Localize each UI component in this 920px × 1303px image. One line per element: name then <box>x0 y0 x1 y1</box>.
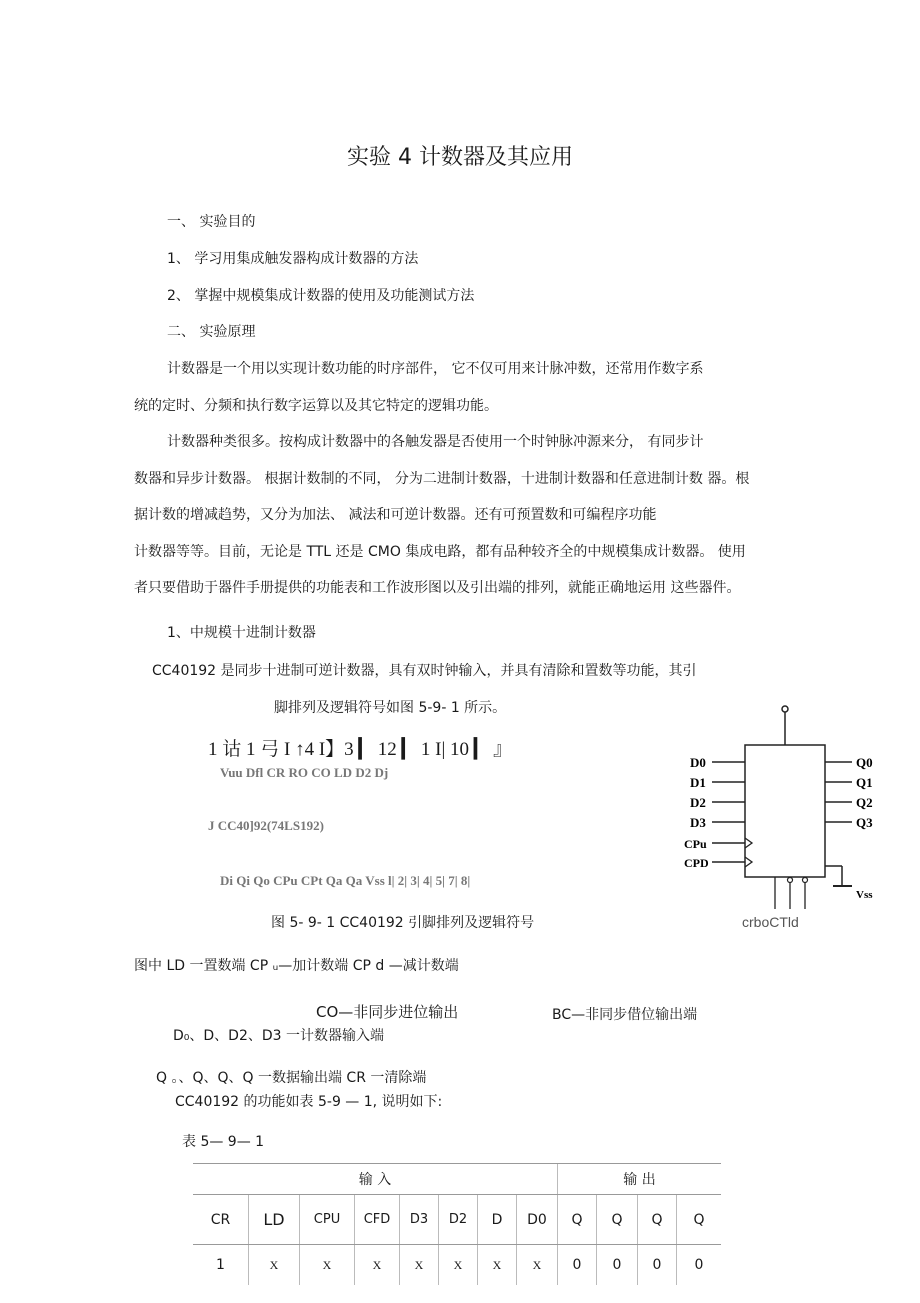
header-cell-ld: LD <box>249 1195 300 1245</box>
header-cell-d2: D2 <box>439 1195 478 1245</box>
paragraph-line: 计数器种类很多。按构成计数器中的各触发器是否使用一个时钟脉冲源来分， 有同步计 <box>167 434 704 450</box>
chip-description-line: CC40192 是同步十进制可逆计数器，具有双时钟输入，并具有清除和置数等功能，其引 <box>152 663 697 679</box>
header-cell-d0: D0 <box>517 1195 558 1245</box>
paragraph-line: 计数器是一个用以实现计数功能的时序部件， 它不仅可用来计脉冲数，还常用作数字系 <box>167 361 704 377</box>
table-cell: 1 <box>216 1257 225 1273</box>
table-cell: X <box>300 1245 355 1286</box>
input-label-d0: D0 <box>690 755 706 770</box>
legend-bc: BC—非同步借位输出端 <box>552 1007 698 1023</box>
table-cell: 0 <box>558 1245 597 1286</box>
header-cell-cpd: CFD <box>355 1195 400 1245</box>
pin-diagram-bottom-pins: Di Qi Qo CPu CPt Qa Qa Vss l| 2| 3| 4| 5| 7| 8| <box>220 873 471 888</box>
paragraph-line: 据计数的增减趋势，又分为加法、 减法和可逆计数器。还有可预置数和可编程序功能 <box>134 507 657 523</box>
input-label-d3: D3 <box>690 815 706 830</box>
legend-d-inputs: D₀、D、D2、D3 一计数器输入端 <box>173 1028 384 1044</box>
table-cell: X <box>439 1245 478 1286</box>
subsection-heading: 1、中规模十进制计数器 <box>167 625 316 641</box>
section-heading-principle: 二、 实验原理 <box>167 324 256 340</box>
table-cell: X <box>249 1245 300 1286</box>
legend-q-outputs: Q 。、Q、Q、Q 一数据输出端 CR 一清除端 <box>156 1070 427 1086</box>
output-label-q1: Q1 <box>856 775 873 790</box>
header-cell-d1: D <box>478 1195 517 1245</box>
paragraph-line: 数器和异步计数器。 根据计数制的不同， 分为二进制计数器，十进制计数器和任意进制计数 器。根 <box>134 471 750 487</box>
output-label-q2: Q2 <box>856 795 873 810</box>
header-group-input: 输 入 <box>193 1164 558 1195</box>
table-header-group-row <box>193 1164 721 1195</box>
input-label-d1: D1 <box>690 775 706 790</box>
table-cell: 0 <box>638 1245 677 1286</box>
chip-body <box>745 745 825 877</box>
pin-diagram-top-row: 1 诂 1 弓 I ↑4 I】3 ▎ 12 ▎ 1 I| 10 ▎ 』 <box>208 739 513 760</box>
pin-diagram-chip-label: J CC40]92(74LS192) <box>208 818 324 833</box>
table-label: 表 5— 9— 1 <box>182 1134 265 1150</box>
legend-co: CO—非同步进位输出 <box>316 1003 459 1021</box>
logic-symbol-bottom-label: crboCTld <box>742 914 799 930</box>
section-heading-objectives: 一、 实验目的 <box>167 214 256 230</box>
input-label-cpu: CPu <box>684 837 707 851</box>
header-cell-cpu: CPU <box>300 1195 355 1245</box>
logic-symbol-diagram <box>680 700 895 935</box>
paragraph-line: 统的定时、分频和执行数字运算以及其它特定的逻辑功能。 <box>134 398 498 414</box>
table-cell: X <box>517 1245 558 1286</box>
table-cell: X <box>400 1245 439 1286</box>
objective-item-1: 1、 学习用集成触发器构成计数器的方法 <box>167 251 419 267</box>
paragraph-line: 计数器等等。目前，无论是 TTL 还是 CMO 集成电路，都有品种较齐全的中规模集成计数器。 使用 <box>134 544 746 560</box>
input-label-d2: D2 <box>690 795 706 810</box>
paragraph-line: 者只要借助于器件手册提供的功能表和工作波形图以及引出端的排列，就能正确地运用 这些器件。 <box>134 580 741 596</box>
legend-line: 图中 LD 一置数端 CP ᵤ—加计数端 CP d —减计数端 <box>134 958 459 974</box>
output-label-q0: Q0 <box>856 755 873 770</box>
header-cell-q0: Q <box>677 1195 722 1245</box>
page-title: 实验 4 计数器及其应用 <box>347 145 573 170</box>
vss-label: Vss <box>856 889 873 901</box>
table-cell: 0 <box>677 1245 722 1286</box>
header-cell-cr: CR <box>193 1195 249 1245</box>
table-cell: 0 <box>597 1245 638 1286</box>
table-cell: X <box>355 1245 400 1286</box>
header-cell-q1: Q <box>638 1195 677 1245</box>
table-header-row <box>193 1195 721 1245</box>
header-cell-q3: Q <box>558 1195 597 1245</box>
objective-item-2: 2、 掌握中规模集成计数器的使用及功能测试方法 <box>167 288 475 304</box>
header-group-output: 输 出 <box>558 1164 722 1195</box>
chip-description-line: 脚排列及逻辑符号如图 5-9- 1 所示。 <box>274 700 507 716</box>
input-label-cpd: CPD <box>684 856 709 870</box>
output-label-q3: Q3 <box>856 815 873 830</box>
pin-diagram-top-pins: Vuu Dfl CR RO CO LD D2 Dj <box>220 765 389 780</box>
table-cell: X <box>478 1245 517 1286</box>
figure-caption: 图 5- 9- 1 CC40192 引脚排列及逻辑符号 <box>271 915 535 931</box>
table-row <box>193 1245 721 1286</box>
function-table <box>193 1163 721 1285</box>
header-cell-q2: Q <box>597 1195 638 1245</box>
header-cell-d3: D3 <box>400 1195 439 1245</box>
function-note: CC40192 的功能如表 5-9 — 1, 说明如下: <box>175 1094 443 1110</box>
